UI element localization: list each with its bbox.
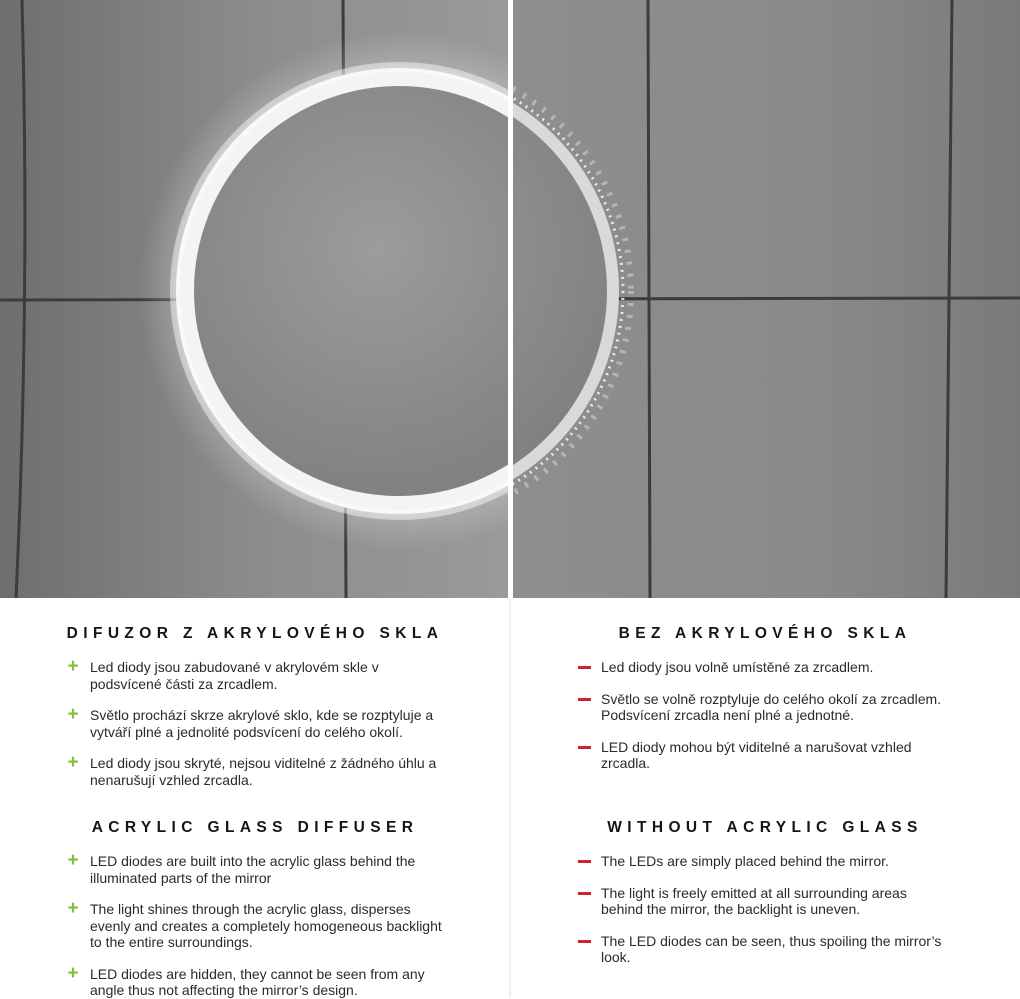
list-item: + Led diody jsou zabudované v akrylovém skle v podsvícené části za zrcadlem. bbox=[67, 656, 379, 692]
minus-icon bbox=[578, 666, 591, 669]
plus-icon: + bbox=[67, 962, 79, 984]
minus-icon bbox=[578, 746, 591, 749]
list-item: LED diody mohou být viditelné a narušovat vzhled zrcadla. bbox=[510, 739, 1020, 772]
list-item: Led diody jsou volně umístěné za zrcadlem. bbox=[510, 659, 1020, 676]
list-item: The LED diodes can be seen, thus spoiling the mirror’s look. bbox=[510, 933, 1020, 966]
plus-icon: + bbox=[67, 704, 79, 725]
with-diffuser-column bbox=[0, 598, 510, 998]
list-item: + Led diody jsou skryté, nejsou viditelné z žádného úhlu a nenarušují vzhled zrcadla. bbox=[67, 752, 437, 788]
en-heading-with-diffuser: ACRYLIC GLASS DIFFUSER bbox=[91, 819, 419, 836]
list-item: + LED diodes are hidden, they cannot be seen from any angle thus not affecting the mirror’s design. bbox=[67, 962, 425, 998]
minus-icon bbox=[578, 940, 591, 943]
list-item: The LEDs are simply placed behind the mirror. bbox=[510, 853, 1020, 870]
list-item: The light is freely emitted at all surrounding areas behind the mirror, the backlight is uneven. bbox=[510, 885, 1020, 918]
en-cons-list bbox=[510, 853, 1020, 966]
minus-icon bbox=[578, 892, 591, 895]
without-diffuser-column bbox=[510, 598, 1020, 998]
plus-icon: + bbox=[67, 898, 79, 919]
minus-icon bbox=[578, 698, 591, 701]
list-item: + The light shines through the acrylic glass, disperses evenly and creates a completely homogeneous backlight to the entire surroundings. bbox=[67, 898, 442, 950]
cz-heading-with-diffuser: DIFUZOR Z AKRYLOVÉHO SKLA bbox=[66, 625, 444, 642]
plus-icon: + bbox=[67, 752, 79, 773]
minus-icon bbox=[578, 860, 591, 863]
en-pros-list bbox=[0, 850, 510, 999]
plus-icon: + bbox=[67, 850, 79, 871]
list-item: Světlo se volně rozptyluje do celého okolí za zrcadlem. Podsvícení zrcadla není plné a jednotné. bbox=[510, 691, 1020, 724]
cz-heading-without-diffuser: BEZ AKRYLOVÉHO SKLA bbox=[618, 625, 912, 642]
plus-icon: + bbox=[67, 656, 79, 677]
list-item: + LED diodes are built into the acrylic glass behind the illuminated parts of the mirror bbox=[67, 850, 416, 886]
cz-cons-list bbox=[510, 659, 1020, 772]
en-heading-without-diffuser: WITHOUT ACRYLIC GLASS bbox=[607, 819, 923, 836]
cz-pros-list bbox=[0, 656, 510, 788]
list-item: + Světlo prochází skrze akrylové sklo, kde se rozptyluje a vytváří plné a jednolité podsvícení do celého okolí. bbox=[67, 704, 434, 740]
